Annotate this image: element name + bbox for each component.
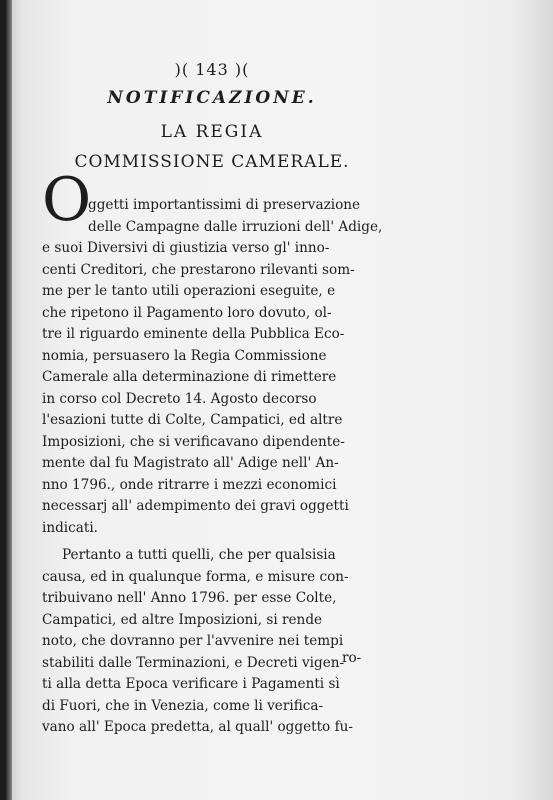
text-line: che ripetono il Pagamento loro dovuto, ol- — [42, 304, 332, 321]
text-line: noto, che dovranno per l'avvenire nei tempi — [42, 633, 344, 649]
text-line: vano all' Epoca predetta, al quall' oggetto fu- — [42, 719, 353, 735]
drop-cap: O — [42, 165, 92, 235]
body-text — [42, 195, 387, 739]
text-line: in corso col Decreto 14. Agosto decorso — [42, 390, 317, 407]
text-line: necessarj all' adempimento dei gravi oggetti — [42, 498, 349, 514]
authority-line-1: LA REGIA — [160, 122, 264, 142]
text-line: Imposizioni, che si verificavano dipendente- — [42, 433, 345, 450]
text-line: tribuivano nell' Anno 1796. per esse Colte, — [42, 590, 337, 606]
authority-line-2: COMMISSIONE CAMERALE. — [74, 152, 350, 172]
text-line: ggetti importantissimi di preservazione — [88, 197, 361, 213]
document-title: NOTIFICAZIONE. — [107, 88, 317, 108]
page-number-header: )( 143 )( — [174, 60, 250, 79]
text-line: Campatici, ed altre Imposizioni, si rende — [42, 611, 323, 628]
text-line: causa, ed in qualunque forma, e misure con- — [42, 568, 349, 585]
text-line: Pertanto a tutti quelli, che per qualsisia — [62, 547, 336, 563]
catchword: ro- — [342, 650, 362, 666]
text-line: delle Campagne dalle irruzioni dell' Adige, — [88, 218, 383, 235]
text-line: e suoi Diversivi di giustizia verso gl' inno- — [42, 240, 330, 256]
text-line: Camerale alla determinazione di rimettere — [42, 369, 337, 385]
text-line: nno 1796., onde ritrarre i mezzi economici — [42, 476, 337, 493]
text-line: centi Creditori, che prestarono rilevanti som- — [42, 261, 355, 278]
text-line: l'esazioni tutte di Colte, Campatici, ed altre — [42, 412, 343, 428]
text-line: mente dal fu Magistrato all' Adige nell' An- — [42, 455, 339, 471]
text-line: me per le tanto utili operazioni eseguite, e — [42, 283, 336, 299]
document-page — [6, 0, 553, 800]
text-line: di Fuori, che in Venezia, come li verifica- — [42, 697, 324, 714]
page-binding-edge — [6, 0, 12, 800]
text-line: indicati. — [42, 519, 99, 536]
text-line: tre il riguardo eminente della Pubblica Eco- — [42, 326, 345, 342]
text-line: ti alla detta Epoca verificare i Pagamenti sì — [42, 676, 340, 692]
text-line: stabiliti dalle Terminazioni, e Decreti vigen- — [42, 654, 345, 671]
text-line: nomia, persuasero la Regia Commissione — [42, 347, 327, 364]
